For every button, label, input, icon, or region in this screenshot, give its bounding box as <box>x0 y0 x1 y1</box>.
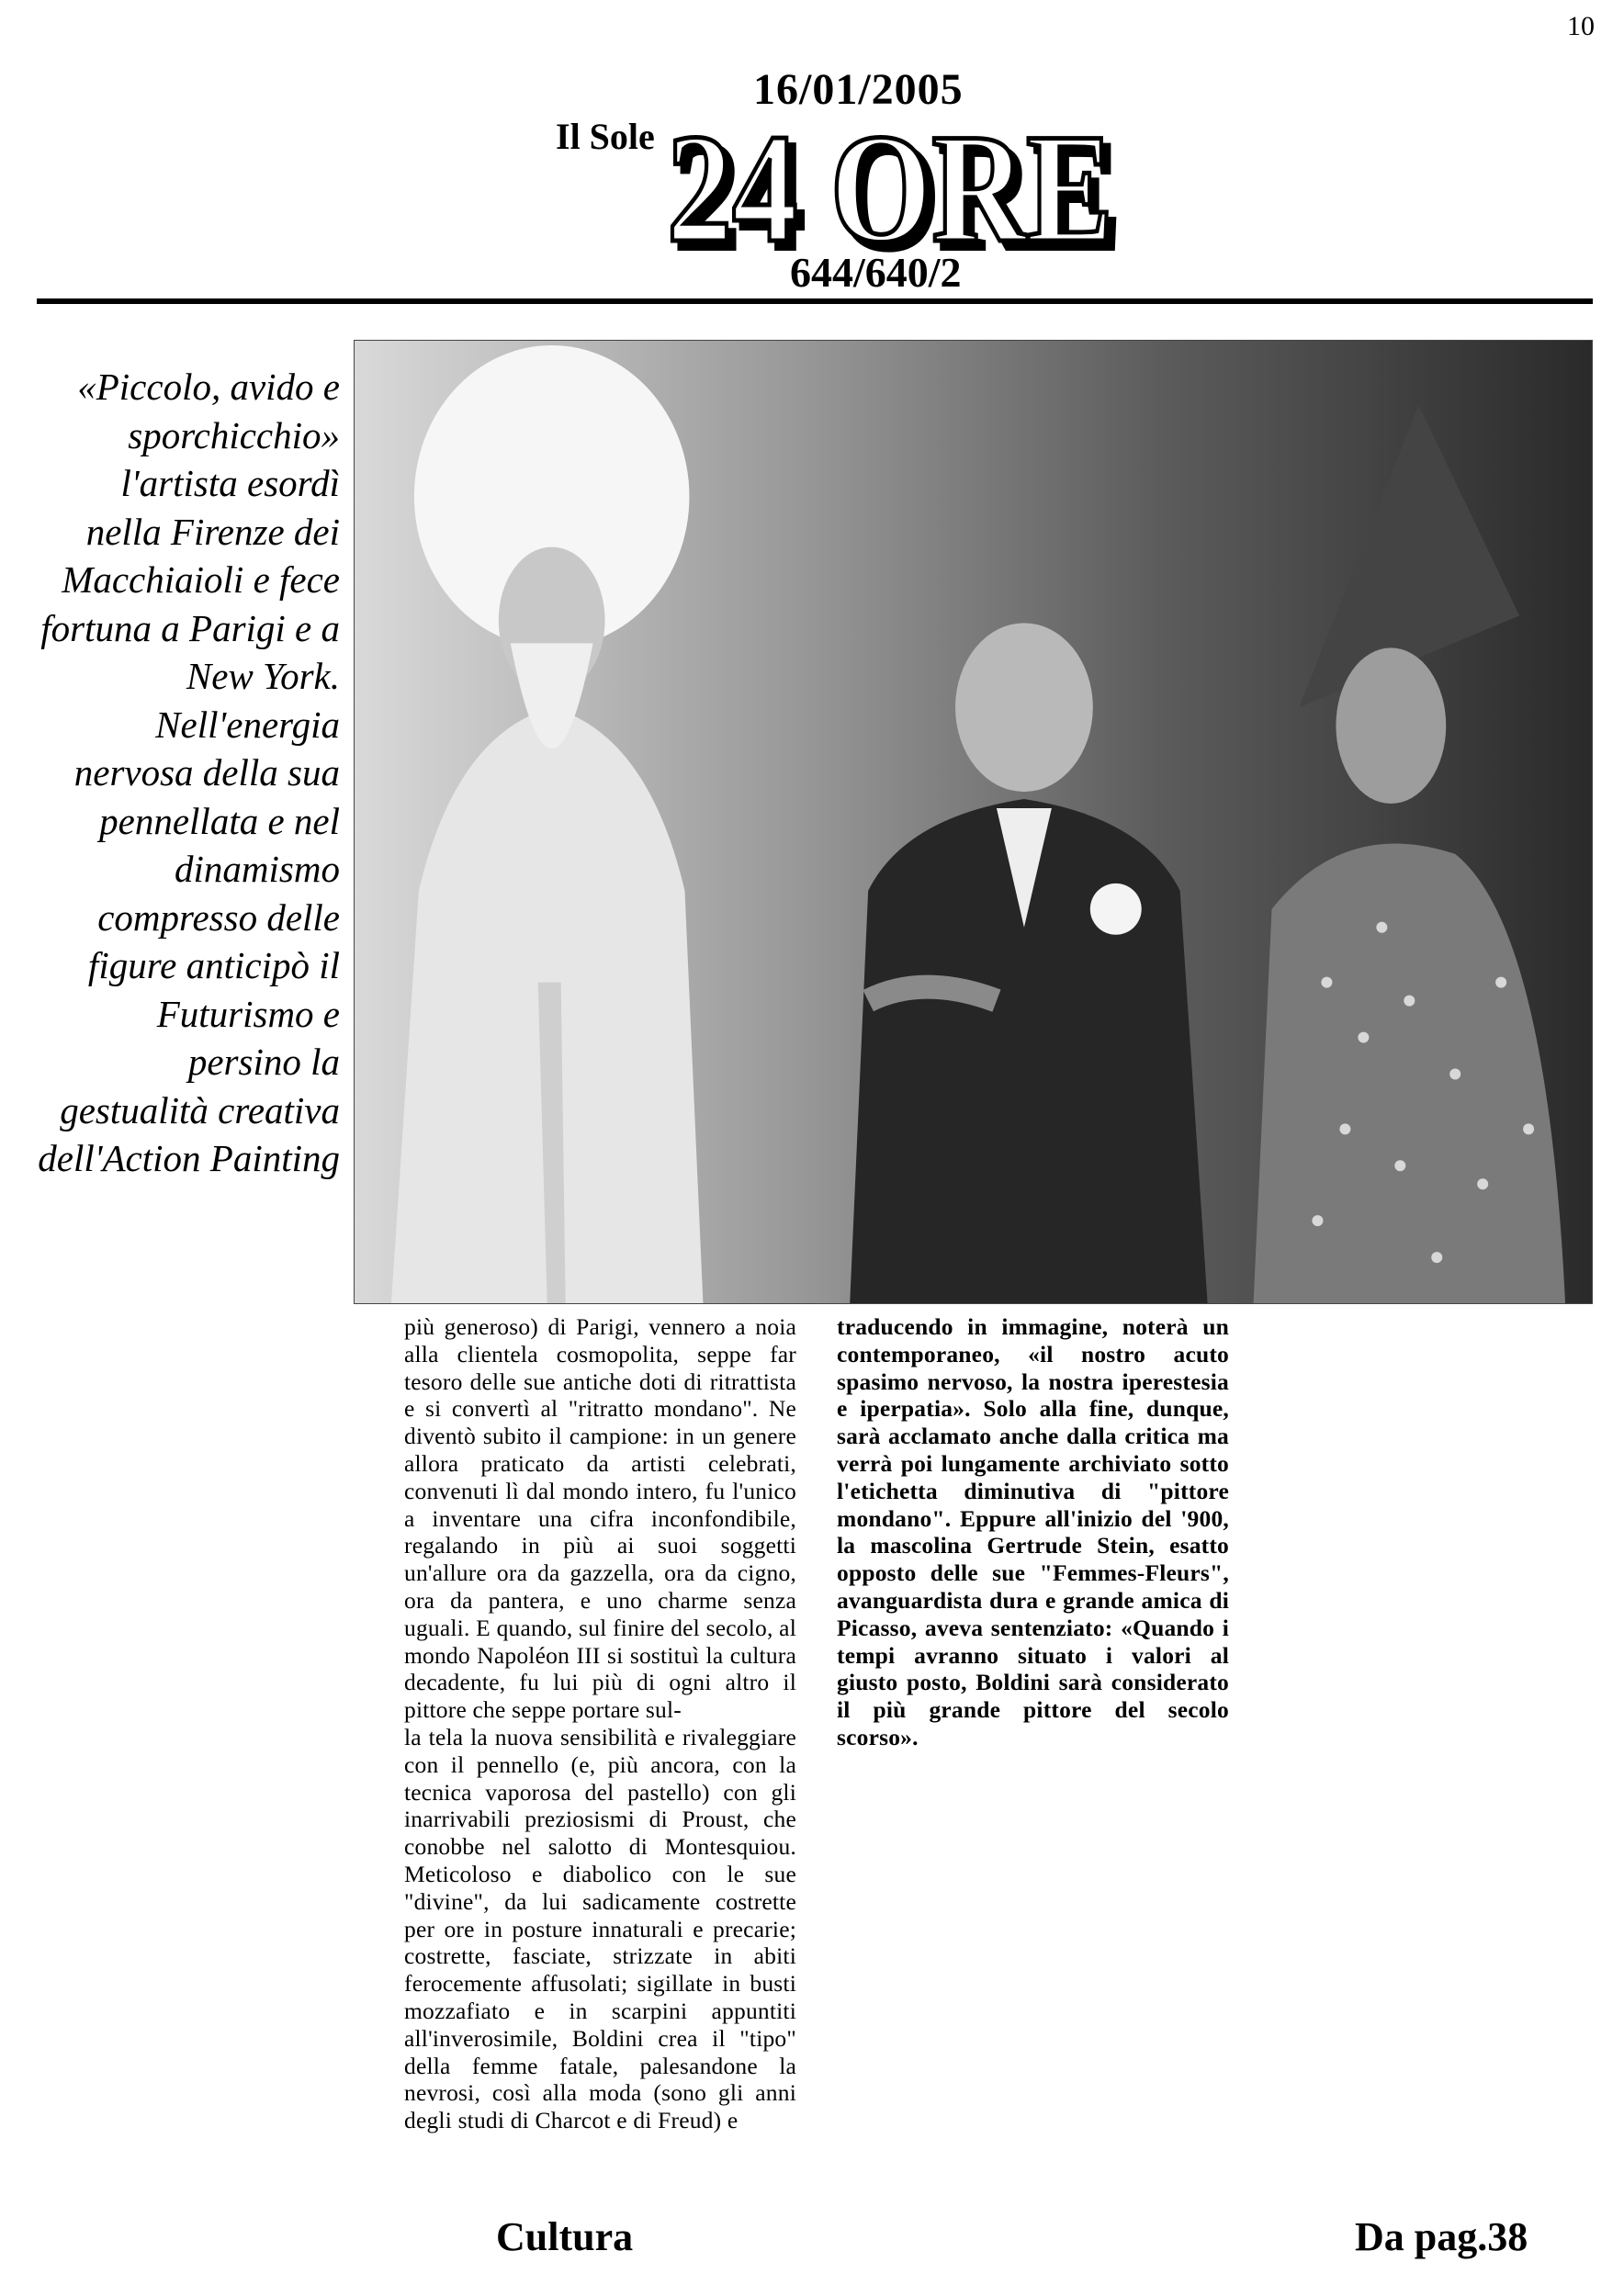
svg-text:24 ORE: 24 ORE <box>667 102 1113 257</box>
article-photo <box>354 340 1593 1304</box>
article-column-1 <box>404 1313 796 2134</box>
newspaper-logo <box>661 101 1139 257</box>
masthead <box>514 64 1157 303</box>
article-paragraph: più generoso) di Parigi, vennero a noia alla clientela cosmopolita, seppe far tesoro delle sue antiche doti di ritrattista e si convertì al "ritratto mondano". Ne diventò subito il campione: in un genere allora praticato da artisti celebrati, convenuti lì dal mondo intero, fu l'unico a inventare una cifra inconfondibile, regalando in più ai suoi soggetti un'allure ora da gazzella, ora da cigno, ora da pantera, e uno charme senza uguali. E quando, sul finire del secolo, al mondo Napoléon III si sostituì la cultura decadente, fu lui più di ogni altro il pittore che seppe portare sul- <box>404 1313 796 1724</box>
section-label: Cultura <box>496 2214 634 2259</box>
page-reference: Da pag.38 <box>1355 2214 1528 2259</box>
pull-quote: «Piccolo, avido e sporchicchio» l'artista esordì nella Firenze dei Macchiaioli e fece fortuna a Parigi e a New York. Nell'energia nervosa della sua pennellata e nel dinamismo compresso delle figure anticipò il Futurismo e persino la gestualità creativa dell'Action Painting <box>38 366 340 1179</box>
header-rule <box>37 298 1593 304</box>
article-paragraph: la tela la nuova sensibilità e rivaleggiare con il pennello (e, più ancora, con la tecnica vaporosa del pastello) con gli inarrivabili preziosismi di Proust, che conobbe nel salotto di Montesquiou. Meticoloso e diabolico con le sue "divine", da lui sadicamente costrette per ore in posture innaturali e precarie; costrette, fasciate, strizzate in abiti ferocemente affusolati; sigillate in busti mozzafiato e in scarpini appuntiti all'inverosimile, Boldini crea il "tipo" della femme fatale, palesandone la nevrosi, così alla moda (sono gli anni degli studi di Charcot e di Freud) e <box>404 1723 796 2134</box>
article-paragraph: traducendo in immagine, noterà un contemporaneo, «il nostro acuto spasimo nervoso, la nostra iperestesia e iperpatia». Solo alla fine, dunque, sarà acclamato anche dalla critica ma verrà poi lungamente archiviato sotto l'etichetta diminutiva di "pittore mondano". Eppure all'inizio del '900, la mascolina Gertrude Stein, esatto opposto delle sue "Femmes-Fleurs", avanguardista dura e grande amica di Picasso, aveva sentenziato: «Quando i tempi avranno situato i valori al giusto posto, Boldini sarà considerato il più grande pittore del secolo scorso». <box>837 1313 1229 1750</box>
svg-text:24 ORE: 24 ORE <box>674 109 1121 257</box>
issue-date: 16/01/2005 <box>753 65 964 114</box>
article-code: 644/640/2 <box>790 249 962 296</box>
page-number: 10 <box>1567 11 1595 41</box>
newspaper-name-prefix: Il Sole <box>556 116 655 157</box>
article-column-2 <box>837 1313 1229 1751</box>
